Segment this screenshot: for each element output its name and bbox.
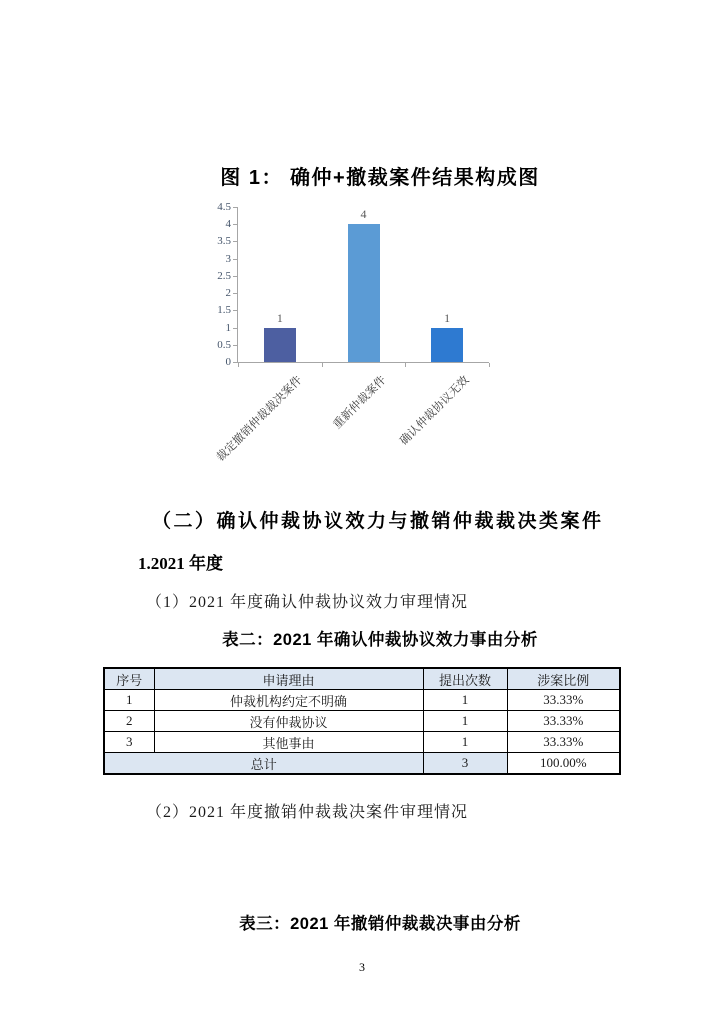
y-axis-tick-mark <box>233 224 237 225</box>
page-number: 3 <box>359 960 365 974</box>
y-axis-tick-mark <box>233 276 237 277</box>
cell-count: 1 <box>423 711 507 732</box>
figure-title: 图 1： 确仲+撤裁案件结果构成图 <box>220 167 540 189</box>
x-axis-tick-mark <box>489 363 490 367</box>
cell-count: 1 <box>423 690 507 711</box>
y-axis-tick-label: 1 <box>225 321 231 334</box>
bar-value-label: 1 <box>444 310 451 325</box>
paragraph-1: （1）2021 年度确认仲裁协议效力审理情况 <box>146 594 469 611</box>
cell-reason: 其他事由 <box>154 732 423 753</box>
section-heading: （二）确认仲裁协议效力与撤销仲裁裁决类案件 <box>152 511 604 532</box>
y-axis-tick-mark <box>233 328 237 329</box>
y-axis-tick-label: 2.5 <box>217 269 231 282</box>
bar-value-label: 1 <box>276 310 283 325</box>
x-axis-tick-mark <box>238 363 239 367</box>
total-ratio: 100.00% <box>507 753 620 775</box>
y-axis-tick-label: 0 <box>225 356 231 368</box>
y-axis-tick-mark <box>233 345 237 346</box>
cell-count: 1 <box>423 732 507 753</box>
cell-reason: 仲裁机构约定不明确 <box>154 690 423 711</box>
y-axis-tick-label: 2 <box>225 287 231 300</box>
figure-1-bar-chart <box>195 200 525 465</box>
x-category-label: 重新仲裁案件 <box>330 374 389 432</box>
col-header-ratio: 涉案比例 <box>507 668 620 690</box>
table-row <box>104 732 620 753</box>
y-axis-tick-label: 4 <box>225 218 231 231</box>
bar-2 <box>348 224 380 362</box>
col-header-reason: 申请理由 <box>154 668 423 690</box>
y-axis-tick-mark <box>233 241 237 242</box>
y-axis-tick-mark <box>233 293 237 294</box>
x-axis-tick-mark <box>405 363 406 367</box>
cell-index: 3 <box>104 732 154 753</box>
col-header-index: 序号 <box>104 668 154 690</box>
y-axis-tick-mark <box>233 310 237 311</box>
cell-ratio: 33.33% <box>507 711 620 732</box>
bar-value-label: 4 <box>360 207 367 222</box>
table-2-title: 表二：2021 年确认仲裁协议效力事由分析 <box>222 631 538 649</box>
bar-1 <box>264 328 296 362</box>
y-axis-tick-label: 3 <box>225 252 231 265</box>
bar-3 <box>431 328 463 362</box>
cell-index: 2 <box>104 711 154 732</box>
x-axis-tick-mark <box>322 363 323 367</box>
x-category-label: 确认仲裁协议无效 <box>398 374 472 448</box>
y-axis-tick-mark <box>233 207 237 208</box>
total-count: 3 <box>423 753 507 775</box>
table-2 <box>103 667 621 775</box>
y-axis-tick-mark <box>233 362 237 363</box>
y-axis-tick-label: 4.5 <box>217 201 231 213</box>
y-axis-tick-label: 0.5 <box>217 338 231 351</box>
col-header-count: 提出次数 <box>423 668 507 690</box>
paragraph-2: （2）2021 年度撤销仲裁裁决案件审理情况 <box>146 804 469 821</box>
table-3-title: 表三：2021 年撤销仲裁裁决事由分析 <box>239 915 521 933</box>
table-total-row <box>104 753 620 775</box>
table-row <box>104 711 620 732</box>
y-axis-tick-label: 1.5 <box>217 304 231 317</box>
x-category-label: 裁定撤销仲裁裁决案件 <box>214 374 305 464</box>
table-row <box>104 690 620 711</box>
total-label: 总计 <box>104 753 423 775</box>
cell-ratio: 33.33% <box>507 690 620 711</box>
cell-index: 1 <box>104 690 154 711</box>
table-header-row <box>104 668 620 690</box>
cell-reason: 没有仲裁协议 <box>154 711 423 732</box>
cell-ratio: 33.33% <box>507 732 620 753</box>
y-axis-tick-label: 3.5 <box>217 235 231 248</box>
sub-heading-2021: 1.2021 年度 <box>138 554 223 573</box>
chart-plot-area <box>214 201 489 464</box>
y-axis-tick-mark <box>233 259 237 260</box>
